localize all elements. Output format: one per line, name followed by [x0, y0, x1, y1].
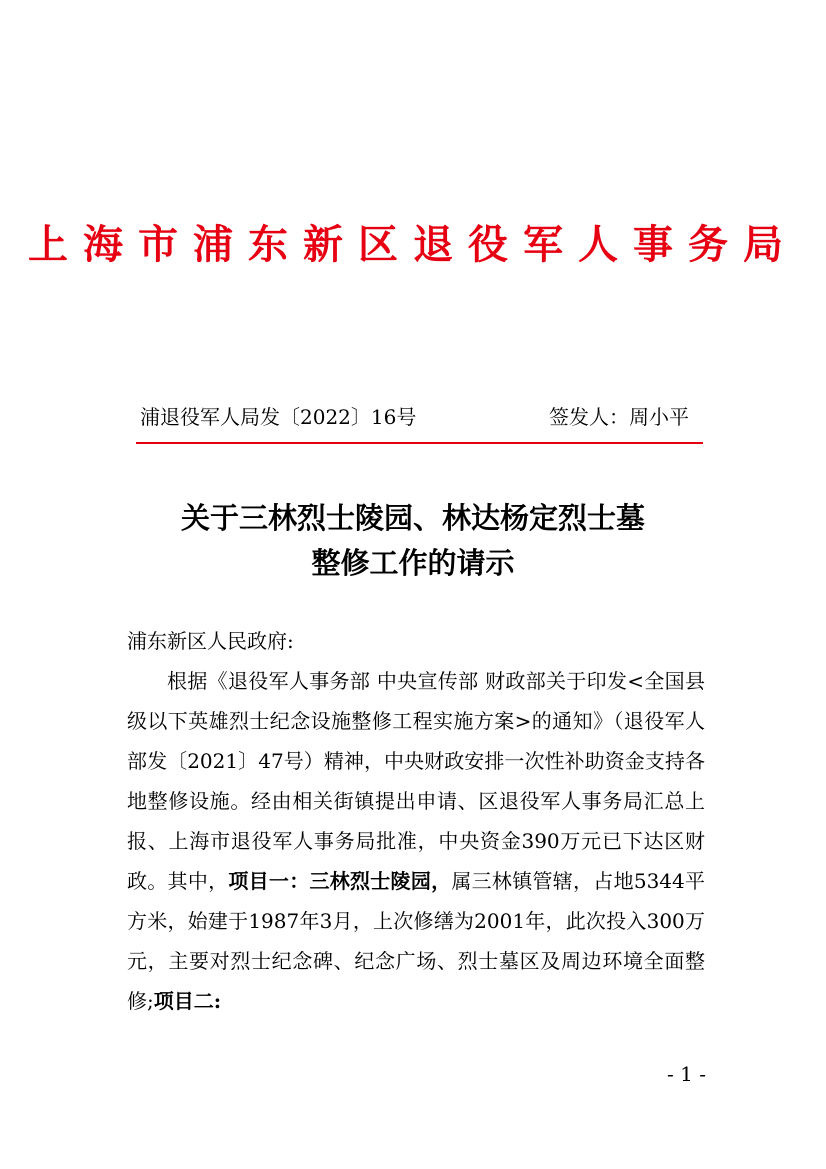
page-number: - 1 - [667, 1062, 706, 1086]
document-body [127, 621, 705, 1021]
salutation: 浦东新区人民政府: [127, 629, 294, 653]
project-one-label: 项目一：三林烈士陵园， [228, 869, 452, 893]
paragraph-text-continued: 属三林镇管辖，占地5344平方米，始建于1987年3月，上次修缮为2001年，此次投入300万元，主要对烈士纪念碑、纪念广场、烈士墓区及周边环境全面整修; [127, 869, 706, 1013]
project-two-label: 项目二: [153, 989, 222, 1013]
agency-header: 上海市浦东新区退役军人事务局 [28, 222, 798, 268]
title-line-1: 关于三林烈士陵园、林达杨定烈士墓 [180, 501, 645, 535]
paragraph-text: 根据《退役军人事务部 中央宣传部 财政部关于印发<全国县级以下英雄烈士纪念设施整修工程实施方案>的通知》（退役军人部发〔2021〕47号）精神，中央财政安排一次性补助资金支持各地整修设施。经由相关街镇提出申请、区退役军人事务局汇总上报、上海市退役军人事务局批准，中央资金390万元已下达区财政。其中， [127, 669, 705, 893]
document-number: 浦退役军人局发〔2022〕16号 [140, 405, 417, 429]
red-divider-line [136, 442, 703, 444]
title-line-2: 整修工作的请示 [311, 546, 515, 580]
document-title [0, 496, 826, 586]
body-paragraph [127, 661, 705, 1021]
signer: 签发人：周小平 [549, 405, 689, 429]
